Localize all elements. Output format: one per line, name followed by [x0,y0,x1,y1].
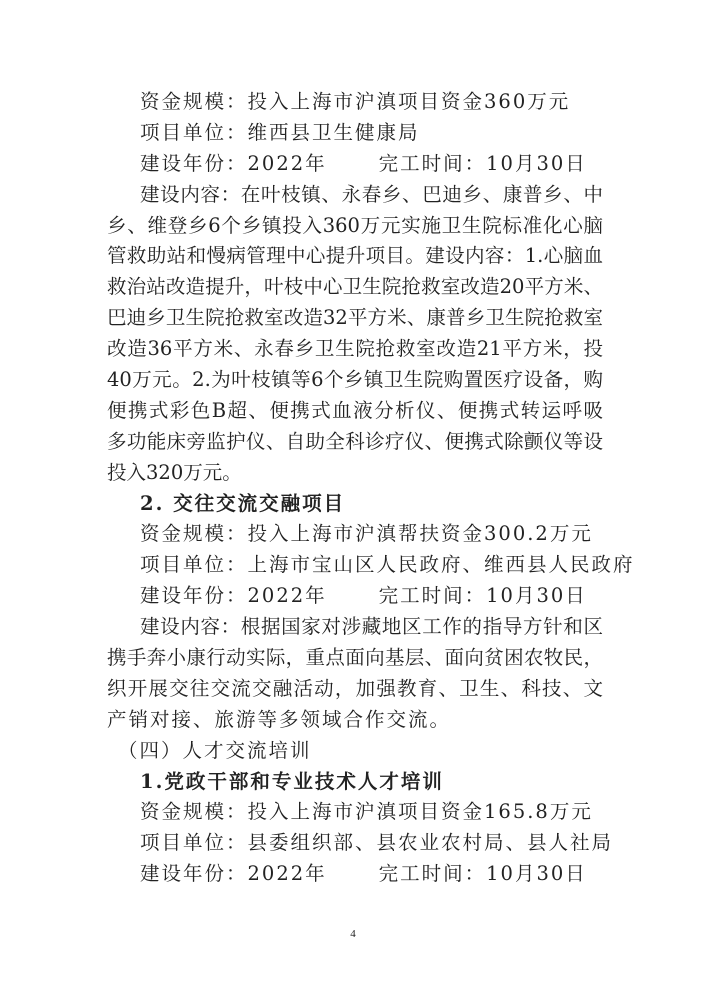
content-line: 救治站改造提升，叶枝中心卫生院抢救室改造20平方米、 [107,275,603,299]
completion-text: 完工时间：10月30日 [378,862,587,886]
page-number: 4 [350,928,356,940]
unit-line: 项目单位：维西县卫生健康局 [140,120,420,144]
content-line: 织开展交往交流交融活动，加强教育、卫生、科技、文 [107,676,603,700]
unit-line: 项目单位：县委组织部、县农业农村局、县人社局 [140,831,614,855]
completion-text: 完工时间：10月30日 [378,151,587,175]
content-line: 40万元。2.为叶枝镇等6个乡镇卫生院购置医疗设备，购 [107,368,603,392]
year-line [107,859,603,890]
funding-line: 资金规模：投入上海市沪滇项目资金165.8万元 [140,800,593,824]
content-line: 建设内容：在叶枝镇、永春乡、巴迪乡、康普乡、中 [140,182,603,206]
project-heading: 2. 交往交流交融项目 [140,491,346,515]
content-line: 乡、维登乡6个乡镇投入360万元实施卫生院标准化心脑 [107,213,603,237]
year-text: 建设年份：2022年 [140,584,327,608]
year-text: 建设年份：2022年 [140,151,327,175]
unit-line: 项目单位：上海市宝山区人民政府、维西县人民政府 [140,553,635,577]
year-line [107,581,603,612]
content-line: 产销对接、旅游等多领域合作交流。 [107,707,452,731]
content-line: 投入320万元。 [107,460,242,484]
document-body [107,87,635,890]
funding-line: 资金规模：投入上海市沪滇帮扶资金300.2万元 [140,522,593,546]
year-text: 建设年份：2022年 [140,862,327,886]
completion-text: 完工时间：10月30日 [378,584,587,608]
content-line: 多功能床旁监护仪、自助全科诊疗仪、便携式除颤仪等设 [107,429,603,453]
content-line: 巴迪乡卫生院抢救室改造32平方米、康普乡卫生院抢救室 [107,306,603,330]
content-line: 建设内容：根据国家对涉藏地区工作的指导方针和区 [140,615,603,639]
section-heading: （四）人才交流培训 [118,738,312,762]
content-line: 便携式彩色B超、便携式血液分析仪、便携式转运呼吸 [107,398,603,422]
year-line [107,149,603,180]
content-line: 管救助站和慢病管理中心提升项目。建设内容：1.心脑血 [107,244,603,268]
project-heading: 1.党政干部和专业技术人才培训 [140,769,444,793]
content-line: 改造36平方米、永春乡卫生院抢救室改造21平方米，投 [107,337,603,361]
content-line: 携手奔小康行动实际，重点面向基层、面向贫困农牧民， [107,646,603,670]
funding-line: 资金规模：投入上海市沪滇项目资金360万元 [140,90,571,113]
